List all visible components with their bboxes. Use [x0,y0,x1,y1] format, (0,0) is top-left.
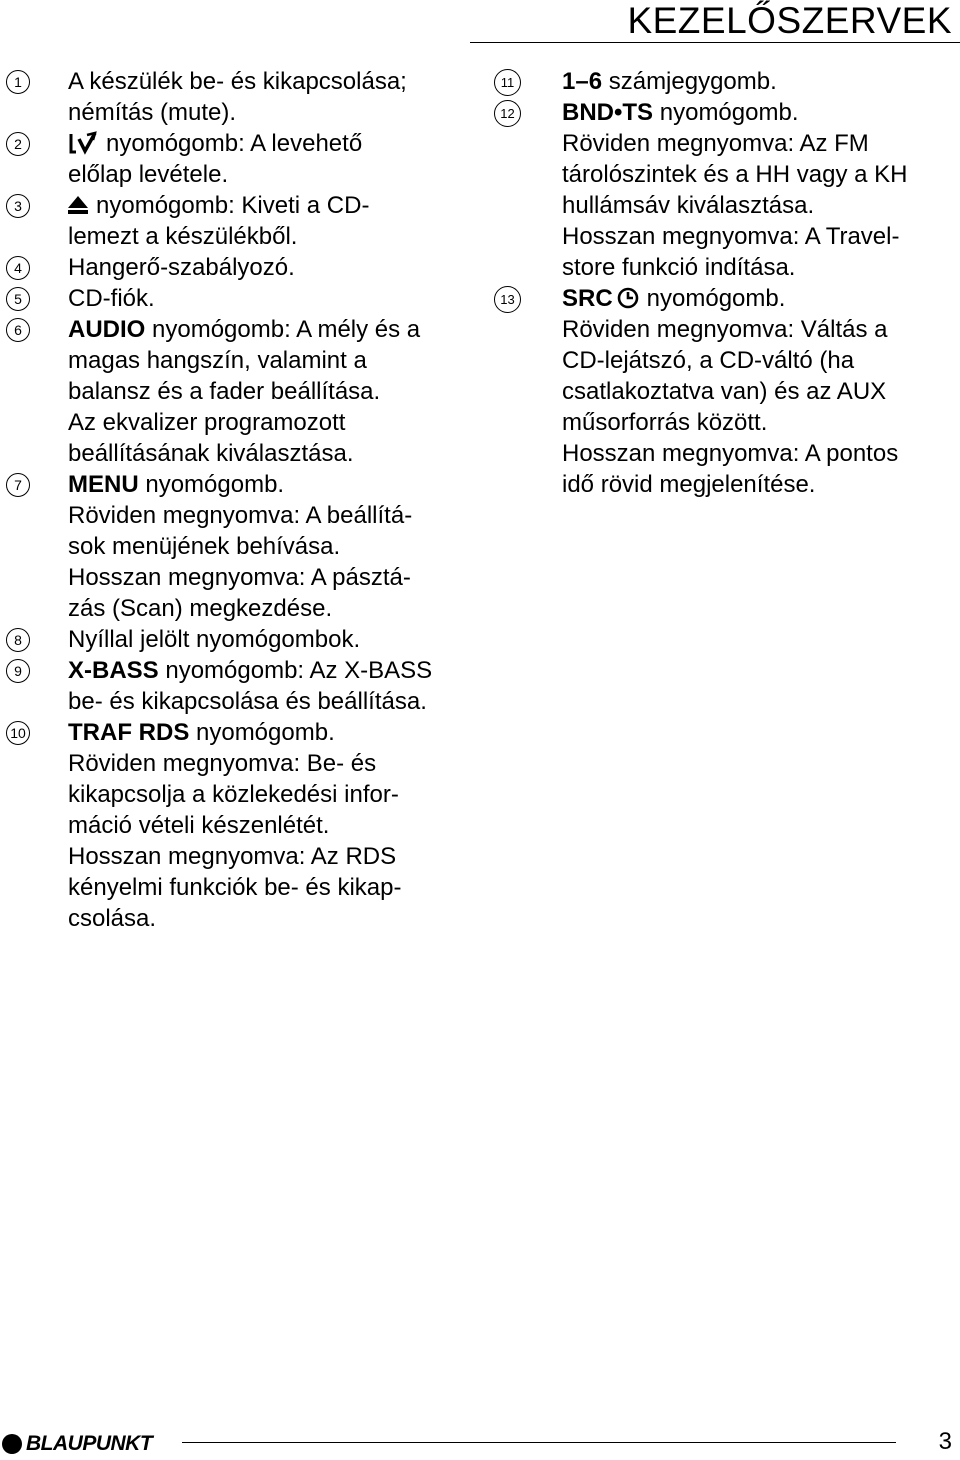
header-rule [470,42,960,43]
item-number: 5 [6,287,30,311]
button-name: SRC [562,285,613,312]
list-item [6,314,466,469]
button-name: X-BASS [68,657,159,684]
item-line: CD-fiók. [68,285,155,312]
item-text: nyomógomb: A levehető [106,130,363,157]
item-number: 9 [6,659,30,683]
list-item [6,624,466,655]
item-line: CD-lejátszó, a CD-váltó (ha [562,347,855,374]
item-line: Az ekvalizer programozott [68,409,346,436]
item-number: 10 [6,721,30,745]
button-name: BND•TS [562,99,654,126]
item-line: csolása. [68,905,157,932]
page-footer [0,1428,960,1460]
item-line: tárolószintek és a HH vagy a KH [562,161,908,188]
item-line: Röviden megnyomva: A beállítá- [68,502,413,529]
list-item [6,283,466,314]
item-line: máció vételi készenlétét. [68,812,330,839]
list-item [6,190,466,252]
item-line: magas hangszín, valamint a [68,347,367,374]
item-line: Hosszan megnyomva: A pontos [562,440,899,467]
item-text: nyomógomb. [138,471,285,498]
list-item [6,252,466,283]
button-name: AUDIO [68,316,146,343]
item-number: 1 [6,70,30,94]
brand-logo [2,1432,152,1456]
item-line: csatlakoztatva van) és az AUX [562,378,887,405]
item-line: zás (Scan) megkezdése. [68,595,333,622]
item-number: 12 [494,100,521,127]
list-item [494,283,954,500]
item-line: előlap levétele. [68,161,229,188]
item-line: store funkció indítása. [562,254,796,281]
item-text: nyomógomb. [653,99,799,126]
clock-icon [617,287,639,309]
logo-dot-icon [2,1434,22,1454]
item-number: 13 [494,286,521,313]
list-item [6,655,466,717]
page-title: KEZELŐSZERVEK [627,0,952,41]
list-item [494,66,954,97]
footer-rule [182,1442,896,1443]
list-item [6,128,466,190]
right-column [494,66,954,500]
item-line: Röviden megnyomva: Váltás a [562,316,888,343]
item-text: nyomógomb: Kiveti a CD- [96,192,370,219]
release-panel-icon [68,131,98,155]
item-line: beállításának kiválasztása. [68,440,354,467]
button-name: 1–6 [562,68,603,95]
item-line: Röviden megnyomva: Be- és [68,750,377,777]
list-item [6,66,466,128]
item-line: be- és kikapcsolása és beállítása. [68,688,427,715]
item-line: Nyíllal jelölt nyomógombok. [68,626,361,653]
item-line: Hangerő-szabályozó. [68,254,295,281]
item-number: 4 [6,256,30,280]
item-line: A készülék be- és kikapcsolása; [68,68,407,95]
page-number: 3 [938,1428,952,1455]
item-number: 3 [6,194,30,218]
item-line: némítás (mute). [68,99,237,126]
list-item [6,717,466,934]
item-number: 7 [6,473,30,497]
item-line: Hosszan megnyomva: Az RDS [68,843,397,870]
item-line: idő rövid megjelenítése. [562,471,816,498]
item-line: Hosszan megnyomva: A pásztá- [68,564,411,591]
item-line: kényelmi funkciók be- és kikap- [68,874,402,901]
item-line: hullámsáv kiválasztása. [562,192,815,219]
button-name: TRAF RDS [68,719,190,746]
item-line: műsorforrás között. [562,409,768,436]
list-item [494,97,954,283]
left-column [6,66,466,934]
item-number: 6 [6,318,30,342]
item-text: nyomógomb. [646,285,786,312]
logo-text: BLAUPUNKT [26,1432,153,1455]
item-line: Röviden megnyomva: Az FM [562,130,869,157]
item-text: nyomógomb. [189,719,335,746]
item-number: 2 [6,132,30,156]
item-number: 11 [494,69,521,96]
item-text: nyomógomb: A mély és a [145,316,421,343]
list-item [6,469,466,624]
eject-icon [68,196,88,214]
item-line: kikapcsolja a közlekedési infor- [68,781,399,808]
item-text: számjegygomb. [602,68,777,95]
item-line: lemezt a készülékből. [68,223,298,250]
item-number: 8 [6,628,30,652]
item-text: nyomógomb: Az X-BASS [158,657,433,684]
item-line: sok menüjének behívása. [68,533,341,560]
item-line: balansz és a fader beállítása. [68,378,381,405]
item-line: Hosszan megnyomva: A Travel- [562,223,900,250]
button-name: MENU [68,471,139,498]
